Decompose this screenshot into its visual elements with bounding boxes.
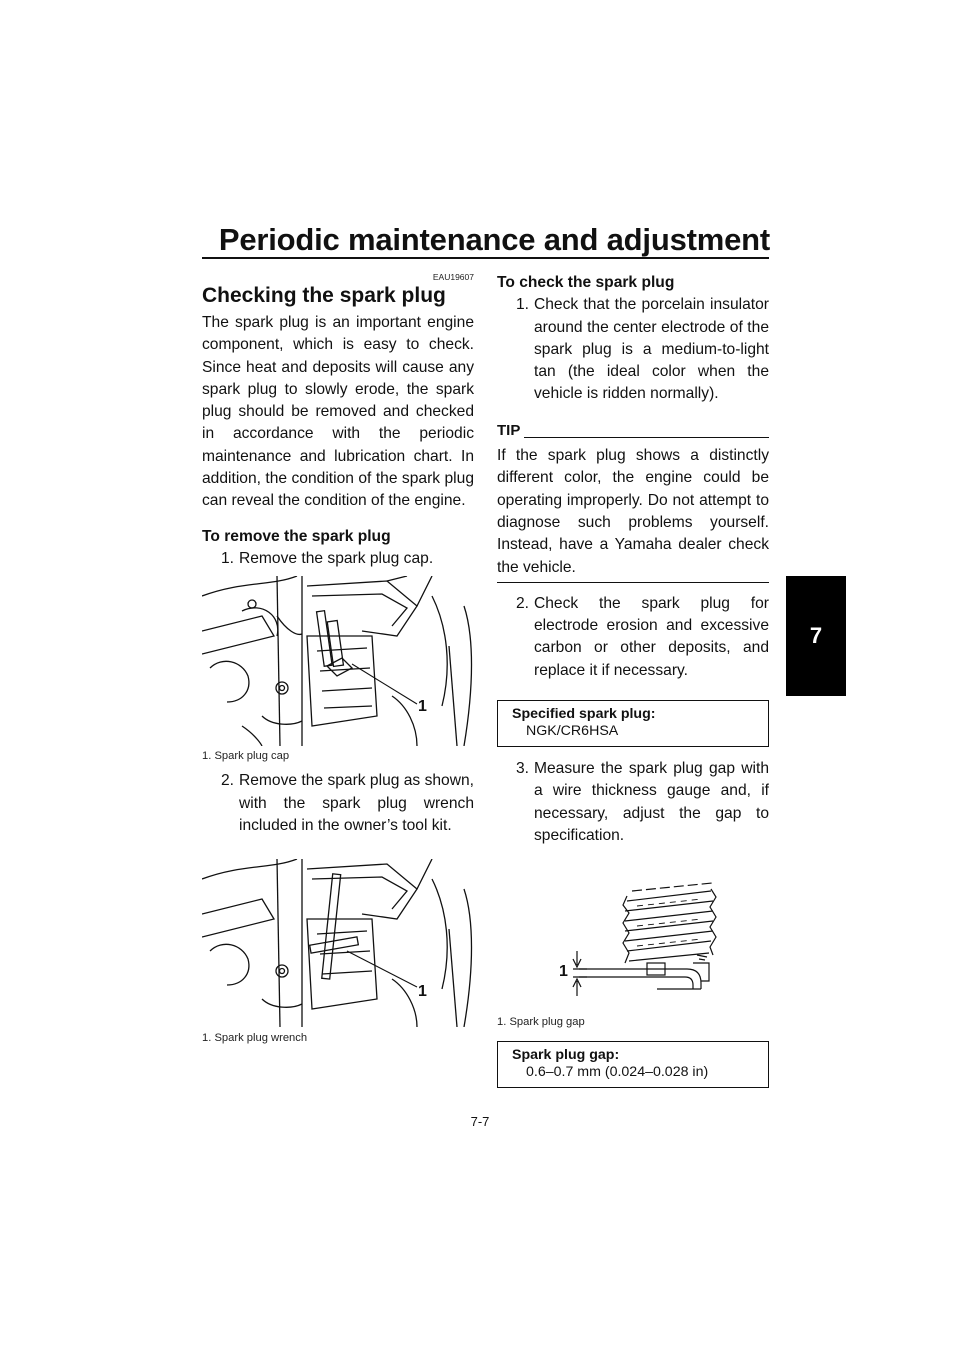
step-text: Check the spark plug for electrode erosion and excessive carbon or other deposits, and replace it if necessary.: [534, 594, 769, 679]
tip-label: TIP: [497, 421, 521, 439]
figure-caption: 1. Spark plug cap: [202, 750, 290, 763]
figure-caption: 1. Spark plug wrench: [202, 1032, 308, 1045]
page-header-title: Periodic maintenance and adjustment: [218, 222, 770, 257]
right-column: [497, 272, 769, 1088]
tip-rule: [524, 437, 769, 438]
remove-step-1: [202, 548, 474, 570]
spark-plug-gap-diagram: [497, 861, 769, 1011]
check-step-3: [497, 758, 769, 847]
figure-callout: 1: [418, 698, 427, 716]
tip-heading: [497, 420, 769, 442]
tip-end-rule: [497, 582, 769, 583]
step-number: 2.: [220, 772, 234, 790]
check-step-1: [497, 294, 769, 405]
spec-label: Specified spark plug:: [512, 706, 656, 723]
step-number: 2.: [515, 594, 529, 612]
spec-label: Spark plug gap:: [512, 1047, 620, 1064]
check-step-2: [497, 593, 769, 682]
intro-paragraph: The spark plug is an important engine component, which is easy to check. Since heat and deposits will cause any spark plug to slowly erode, the spark plug should be removed and checked in accordance with the periodic maintenance and lubrication chart. In addition, the condition of the spark plug can reveal the condition of the engine.: [202, 314, 474, 510]
step-number: 1.: [515, 296, 529, 314]
step-text: Measure the spark plug gap with a wire thickness gauge and, if necessary, adjust the gap to specification.: [534, 760, 769, 844]
chapter-tab: 7: [786, 576, 846, 696]
figure-callout: 1: [559, 963, 568, 981]
remove-step-2: [202, 770, 474, 837]
figure-caption: 1. Spark plug gap: [497, 1016, 585, 1029]
header-rule: [202, 257, 769, 259]
step-number: 1.: [220, 549, 234, 567]
spec-value: 0.6–0.7 mm (0.024–0.028 in): [526, 1064, 709, 1081]
step-number: 3.: [515, 760, 529, 778]
tip-text: If the spark plug shows a distinctly different color, the engine could be operating improperly. Do not attempt to diagnose such problems yourself. Instead, have a Yamaha dealer check the vehicle.: [497, 447, 769, 576]
left-column: [202, 272, 474, 1045]
step-text: Check that the porcelain insulator around the center electrode of the spark plug is a medium-to-light tan (the ideal color when the vehicle is ridden normally).: [534, 296, 769, 403]
step-text: Remove the spark plug as shown, with the spark plug wrench included in the owner’s tool kit.: [239, 772, 474, 834]
spec-value: NGK/CR6HSA: [526, 723, 619, 740]
remove-heading: To remove the spark plug: [202, 527, 391, 545]
check-heading: To check the spark plug: [497, 274, 675, 291]
spark-plug-wrench-illustration: [202, 859, 474, 1027]
step-text: Remove the spark plug cap.: [239, 549, 434, 567]
spec-box-spark-plug: [497, 700, 769, 747]
spark-plug-cap-illustration: [202, 576, 474, 746]
page-number: 7-7: [470, 1114, 490, 1129]
section-code: EAU19607: [432, 272, 474, 282]
figure-callout: 1: [418, 983, 427, 1001]
spec-box-gap: [497, 1041, 769, 1088]
section-title: Checking the spark plug: [202, 284, 446, 307]
